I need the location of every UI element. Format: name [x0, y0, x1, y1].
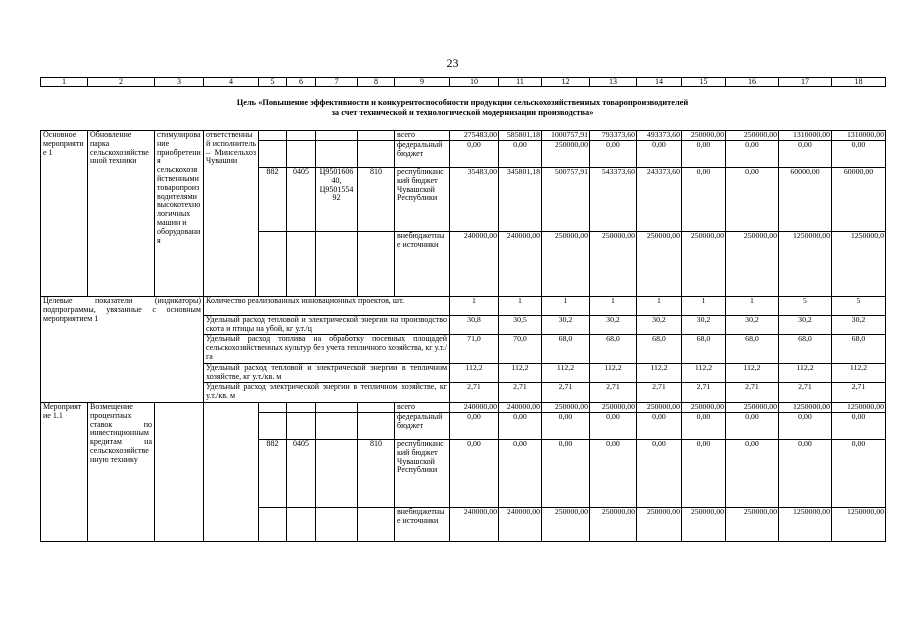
indicator-value: 1: [542, 297, 590, 316]
value-cell: 250000,00: [590, 508, 637, 542]
indicator-value: 112,2: [499, 364, 542, 383]
indicators-label: Целевые показатели (индикаторы) подпрограммы, увязанные с основным мероприятием 1: [41, 297, 204, 403]
indicator-value: 68,0: [637, 335, 682, 364]
indicator-value: 1: [499, 297, 542, 316]
indicator-value: 112,2: [590, 364, 637, 383]
value-cell: 1250000,00: [832, 508, 886, 542]
csr-cell: [316, 131, 358, 141]
value-cell: 1000757,91: [542, 131, 590, 141]
indicator-value: 2,71: [682, 383, 726, 403]
measure-name: Основное мероприятие 1: [41, 131, 88, 297]
column-number: 16: [726, 78, 779, 87]
column-number: 5: [259, 78, 287, 87]
value-cell: 275483,00: [450, 131, 499, 141]
funding-source: всего: [395, 131, 450, 141]
value-cell: 250000,00: [590, 403, 637, 413]
value-cell: 0,00: [726, 168, 779, 232]
value-cell: 0,00: [499, 440, 542, 508]
indicator-value: 2,71: [450, 383, 499, 403]
column-number: 1: [41, 78, 88, 87]
value-cell: 493373,60: [637, 131, 682, 141]
value-cell: 0,00: [726, 440, 779, 508]
indicator-value: 2,71: [637, 383, 682, 403]
value-cell: 1250000,00: [779, 508, 832, 542]
value-cell: 0,00: [726, 413, 779, 440]
indicator-value: 112,2: [542, 364, 590, 383]
measure-title: Обновление парка сельскохозяйственной техники: [88, 131, 155, 297]
value-cell: 1250000,00: [832, 403, 886, 413]
column-number: 9: [395, 78, 450, 87]
value-cell: 0,00: [832, 440, 886, 508]
indicator-value: 68,0: [779, 335, 832, 364]
funding-source: республиканский бюджет Чувашской Республики: [395, 440, 450, 508]
grbs-code: 882: [259, 440, 287, 508]
value-cell: 0,00: [499, 413, 542, 440]
table-row: [41, 403, 886, 413]
indicator-value: 2,71: [542, 383, 590, 403]
goal-line: за счет технической и технологической модернизации производства»: [331, 108, 594, 117]
column-number: 3: [155, 78, 204, 87]
grbs-cell: [259, 131, 287, 141]
value-cell: 250000,00: [637, 403, 682, 413]
value-cell: 60000,00: [779, 168, 832, 232]
value-cell: 1310000,00: [779, 131, 832, 141]
value-cell: 60000,00: [832, 168, 886, 232]
rzpr-cell: [287, 131, 316, 141]
funding-source: федеральный бюджет: [395, 141, 450, 168]
value-cell: 250000,00: [726, 508, 779, 542]
column-number: 2: [88, 78, 155, 87]
value-cell: 240000,00: [499, 508, 542, 542]
indicator-value: 112,2: [682, 364, 726, 383]
measure-executor: ответственный исполнитель – Минсельхоз Чувашии: [204, 131, 259, 297]
indicator-name: Удельный расход топлива на обработку посевных площадей сельскохозяйственных культур без учета тепличного хозяйства, кг у.т./га: [204, 335, 450, 364]
program-table: [40, 130, 886, 542]
indicator-value: 2,71: [590, 383, 637, 403]
value-cell: 1250000,0: [832, 232, 886, 297]
measure-task: стимулирование приобретения сельскохозяйственными товаропроизводителями высокотехнологичных машин и оборудования: [155, 131, 204, 297]
grbs-code: 882: [259, 168, 287, 232]
indicator-value: 68,0: [542, 335, 590, 364]
column-number-row: [41, 78, 886, 87]
column-number: 12: [542, 78, 590, 87]
vr-cell: [358, 131, 395, 141]
indicator-value: 2,71: [779, 383, 832, 403]
rzpr-code: 0405: [287, 168, 316, 232]
value-cell: 0,00: [726, 141, 779, 168]
indicator-value: 112,2: [637, 364, 682, 383]
value-cell: 240000,00: [450, 403, 499, 413]
value-cell: 0,00: [682, 141, 726, 168]
indicator-name: Удельный расход тепловой и электрической энергии на производство скота и птицы на убой, кг у.т./ц: [204, 316, 450, 335]
value-cell: 1250000,00: [779, 403, 832, 413]
indicator-value: 112,2: [726, 364, 779, 383]
indicator-value: 1: [637, 297, 682, 316]
value-cell: 0,00: [590, 141, 637, 168]
indicator-value: 1: [590, 297, 637, 316]
value-cell: 585801,18: [499, 131, 542, 141]
indicator-value: 2,71: [726, 383, 779, 403]
value-cell: 0,00: [637, 440, 682, 508]
column-number-header: [40, 77, 886, 87]
column-number: 10: [450, 78, 499, 87]
indicator-value: 70,0: [499, 335, 542, 364]
funding-source: внебюджетные источники: [395, 232, 450, 297]
indicator-value: 1: [450, 297, 499, 316]
value-cell: 0,00: [832, 141, 886, 168]
indicator-value: 2,71: [832, 383, 886, 403]
value-cell: 1310000,00: [832, 131, 886, 141]
indicator-value: 68,0: [726, 335, 779, 364]
column-number: 11: [499, 78, 542, 87]
goal-heading: [40, 98, 885, 118]
csr-code: Ц950160640, Ц950155492: [316, 168, 358, 232]
value-cell: 243373,60: [637, 168, 682, 232]
value-cell: 0,00: [779, 413, 832, 440]
value-cell: 543373,60: [590, 168, 637, 232]
value-cell: 0,00: [450, 141, 499, 168]
indicator-value: 30,2: [637, 316, 682, 335]
column-number: 15: [682, 78, 726, 87]
column-number: 13: [590, 78, 637, 87]
value-cell: 240000,00: [499, 232, 542, 297]
indicator-value: 112,2: [832, 364, 886, 383]
value-cell: 240000,00: [499, 403, 542, 413]
value-cell: 0,00: [637, 413, 682, 440]
column-number: 14: [637, 78, 682, 87]
vr-code: 810: [358, 168, 395, 232]
value-cell: 250000,00: [682, 232, 726, 297]
funding-source: внебюджетные источники: [395, 508, 450, 542]
column-number: 8: [358, 78, 395, 87]
indicator-name: Удельный расход электрической энергии в тепличном хозяйстве, кг у.т./кв. м: [204, 383, 450, 403]
goal-line: Цель «Повышение эффективности и конкурентоспособности продукции сельскохозяйственных товаропроизводителей: [236, 98, 689, 107]
value-cell: 0,00: [682, 413, 726, 440]
table-row: [41, 131, 886, 141]
value-cell: 0,00: [590, 440, 637, 508]
value-cell: 345801,18: [499, 168, 542, 232]
indicator-value: 30,2: [832, 316, 886, 335]
value-cell: 250000,00: [637, 508, 682, 542]
measure-name: Мероприятие 1.1: [41, 403, 88, 542]
value-cell: 250000,00: [542, 508, 590, 542]
indicator-row: [41, 297, 886, 316]
column-number: 4: [204, 78, 259, 87]
value-cell: 250000,00: [590, 232, 637, 297]
indicator-name: Количество реализованных инновационных проектов, шт.: [204, 297, 450, 316]
value-cell: 240000,00: [450, 232, 499, 297]
value-cell: 35483,00: [450, 168, 499, 232]
rzpr-code: 0405: [287, 440, 316, 508]
column-number: 7: [316, 78, 358, 87]
value-cell: 0,00: [590, 413, 637, 440]
indicator-value: 1: [726, 297, 779, 316]
column-number: 18: [832, 78, 886, 87]
indicator-value: 112,2: [450, 364, 499, 383]
indicator-value: 68,0: [832, 335, 886, 364]
indicator-value: 30,2: [779, 316, 832, 335]
funding-source: федеральный бюджет: [395, 413, 450, 440]
value-cell: 250000,00: [542, 141, 590, 168]
funding-source: республиканский бюджет Чувашской Республики: [395, 168, 450, 232]
value-cell: 250000,00: [726, 403, 779, 413]
page-number: 23: [446, 56, 459, 70]
column-number: 17: [779, 78, 832, 87]
indicator-value: 30,2: [726, 316, 779, 335]
vr-code: 810: [358, 440, 395, 508]
value-cell: 0,00: [637, 141, 682, 168]
value-cell: 250000,00: [726, 232, 779, 297]
value-cell: 0,00: [779, 141, 832, 168]
value-cell: 250000,00: [682, 403, 726, 413]
value-cell: 250000,00: [542, 232, 590, 297]
value-cell: 0,00: [682, 440, 726, 508]
value-cell: 250000,00: [542, 403, 590, 413]
indicator-value: 5: [832, 297, 886, 316]
value-cell: 0,00: [542, 413, 590, 440]
value-cell: 793373,60: [590, 131, 637, 141]
column-number: 6: [287, 78, 316, 87]
indicator-value: 30,2: [682, 316, 726, 335]
indicator-value: 112,2: [779, 364, 832, 383]
value-cell: 0,00: [542, 440, 590, 508]
indicator-value: 68,0: [682, 335, 726, 364]
value-cell: 0,00: [499, 141, 542, 168]
value-cell: 0,00: [779, 440, 832, 508]
value-cell: 500757,91: [542, 168, 590, 232]
value-cell: 250000,00: [682, 131, 726, 141]
value-cell: 250000,00: [726, 131, 779, 141]
indicator-name: Удельный расход тепловой и электрической энергии в тепличном хозяйстве, кг у.т./кв. м: [204, 364, 450, 383]
measure-title: Возмещение процентных ставок по инвестиционным кредитам на сельскохозяйственную технику: [88, 403, 155, 542]
indicator-value: 1: [682, 297, 726, 316]
indicator-value: 30,2: [542, 316, 590, 335]
indicator-value: 71,0: [450, 335, 499, 364]
value-cell: 0,00: [682, 168, 726, 232]
funding-source: всего: [395, 403, 450, 413]
value-cell: 1250000,00: [779, 232, 832, 297]
indicator-value: 2,71: [499, 383, 542, 403]
csr-cell: [316, 440, 358, 508]
value-cell: 250000,00: [637, 232, 682, 297]
indicator-value: 30,2: [590, 316, 637, 335]
indicator-value: 68,0: [590, 335, 637, 364]
value-cell: 0,00: [832, 413, 886, 440]
value-cell: 0,00: [450, 440, 499, 508]
value-cell: 250000,00: [682, 508, 726, 542]
indicator-value: 30,5: [499, 316, 542, 335]
indicator-value: 5: [779, 297, 832, 316]
value-cell: 240000,00: [450, 508, 499, 542]
value-cell: 0,00: [450, 413, 499, 440]
indicator-value: 30,8: [450, 316, 499, 335]
